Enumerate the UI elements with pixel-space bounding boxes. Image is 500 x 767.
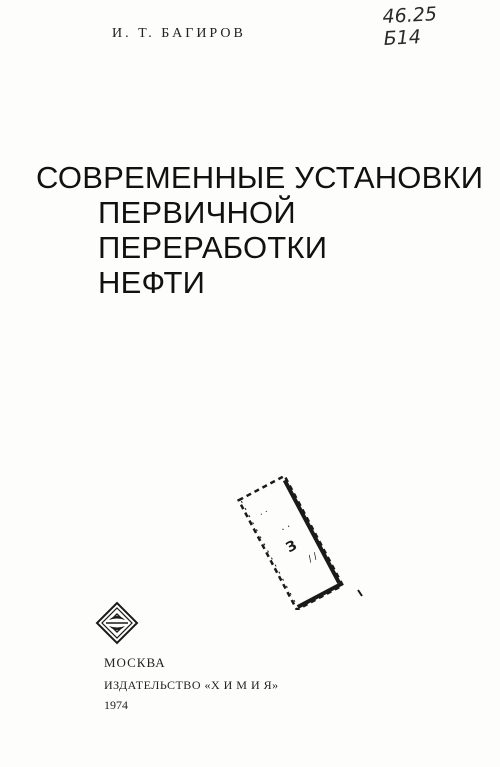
- svg-text:· ·: · ·: [258, 507, 271, 521]
- publisher-name: ИЗДАТЕЛЬСТВО «Х И М И Я»: [104, 678, 279, 692]
- shelfmark-line-1: 46.25: [382, 3, 438, 28]
- publication-year: 1974: [104, 698, 128, 712]
- book-title: [36, 160, 483, 300]
- svg-text:· ·: · ·: [279, 521, 294, 536]
- title-line-1: СОВРЕМЕННЫЕ УСТАНОВКИ: [36, 160, 484, 195]
- publisher-emblem-icon: [94, 600, 140, 646]
- svg-text:/ /: / /: [306, 551, 320, 565]
- publication-city: МОСКВА: [104, 655, 166, 670]
- shelfmark: [382, 3, 439, 50]
- author-name: И. Т. БАГИРОВ: [112, 26, 246, 41]
- library-stamp-icon: [226, 470, 366, 610]
- title-line-2: ПЕРВИЧНОЙ: [98, 195, 296, 230]
- title-line-3: ПЕРЕРАБОТКИ: [98, 230, 328, 265]
- svg-text:З: З: [283, 537, 300, 557]
- shelfmark-line-2: Б14: [383, 26, 422, 50]
- title-line-4: НЕФТИ: [98, 265, 206, 300]
